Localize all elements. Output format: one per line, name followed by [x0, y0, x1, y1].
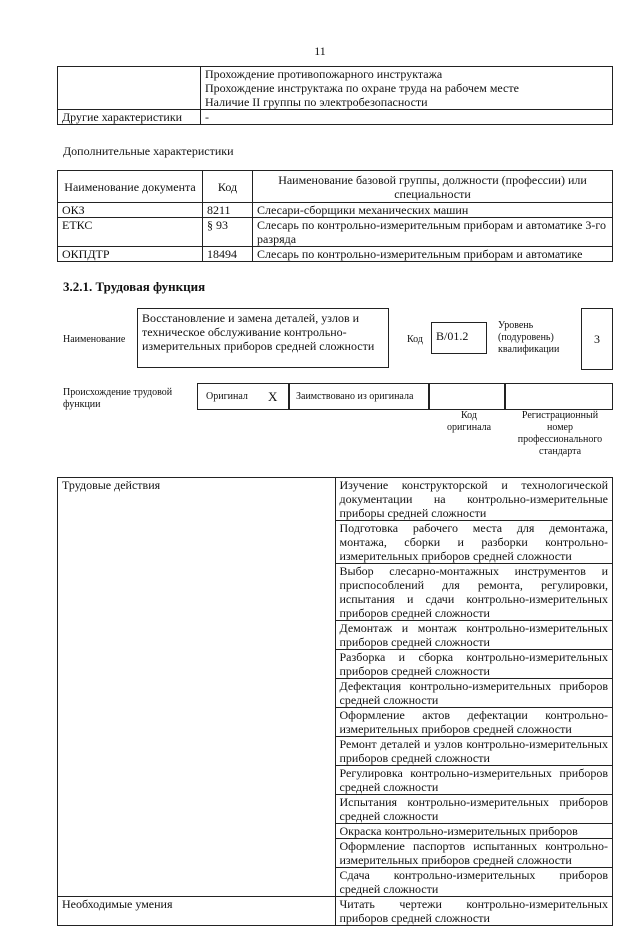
level-label: Уровень (подуровень) квалификации: [498, 320, 560, 355]
level-value: 3: [581, 308, 613, 370]
original-box: [197, 383, 289, 410]
cell: ЕТКС: [58, 218, 203, 247]
action-item: Испытания контрольно-измерительных приборов средней сложности: [335, 795, 613, 824]
function-code: B/01.2: [431, 322, 487, 354]
additional-table: [57, 170, 613, 262]
requirement-line: Прохождение противопожарного инструктажа: [205, 67, 443, 81]
original-mark: X: [268, 389, 278, 404]
action-item: Демонтаж и монтаж контрольно-измерительных приборов средней сложности: [335, 621, 613, 650]
header-row: [58, 171, 613, 203]
page-number: 11: [314, 44, 326, 58]
requirement-line: Прохождение инструктажа по охране труда на рабочем месте: [205, 81, 519, 95]
name-label: Наименование: [63, 334, 126, 345]
cell: ОКЗ: [58, 203, 203, 218]
origin-label: Происхождение трудовой функции: [63, 387, 173, 410]
code-orig-label: Код оригинала: [446, 410, 492, 433]
action-item: Ремонт деталей и узлов контрольно-измерительных приборов средней сложности: [335, 737, 613, 766]
action-item: Подготовка рабочего места для демонтажа, монтажа, сборки и разборки контрольно-измерительных приборов средней сложности: [335, 521, 613, 564]
row-label: [58, 67, 201, 110]
action-item: Оформление паспортов испытанных контрольно-измерительных приборов средней сложности: [335, 839, 613, 868]
code-orig-box: [429, 383, 505, 410]
cell: Слесарь по контрольно-измерительным приборам и автоматике: [253, 247, 613, 262]
skill-item: Читать чертежи контрольно-измерительных приборов средней сложности: [335, 897, 613, 926]
col-header: Наименование документа: [58, 171, 203, 203]
additional-title: Дополнительные характеристики: [63, 144, 234, 158]
actions-label: Трудовые действия: [58, 478, 336, 897]
table-row: [58, 247, 613, 262]
action-item: Выбор слесарно-монтажных инструментов и приспособлений для ремонта, регулировки, испытания и сдачи контрольно-измерительных приборов средней сложности: [335, 564, 613, 621]
action-item: Дефектация контрольно-измерительных приборов средней сложности: [335, 679, 613, 708]
action-item: Окраска контрольно-измерительных приборов: [335, 824, 613, 839]
row-value: -: [201, 110, 613, 125]
table-row: [58, 110, 613, 125]
action-item: Регулировка контрольно-измерительных приборов средней сложности: [335, 766, 613, 795]
skills-label: Необходимые умения: [58, 897, 336, 926]
table-row: [58, 478, 613, 521]
original-label: Оригинал: [206, 391, 248, 402]
function-name: Восстановление и замена деталей, узлов и техническое обслуживание контрольно-измерительных приборов средней сложности: [137, 308, 389, 368]
table-row: [58, 218, 613, 247]
row-label: Другие характеристики: [58, 110, 201, 125]
cell: 18494: [203, 247, 253, 262]
borrowed-box: [289, 383, 429, 410]
table-row: [58, 897, 613, 926]
action-item: Изучение конструкторской и технологической документации на контрольно-измерительные приборы средней сложности: [335, 478, 613, 521]
reg-num-label: Регистрационный номер профессионального стандарта: [517, 410, 603, 457]
section-title: 3.2.1. Трудовая функция: [63, 279, 206, 294]
requirements-table: [57, 66, 613, 125]
table-row: [58, 67, 613, 110]
action-item: Разборка и сборка контрольно-измерительных приборов средней сложности: [335, 650, 613, 679]
actions-table: [57, 477, 613, 926]
code-label: Код: [407, 334, 423, 345]
requirement-line: Наличие II группы по электробезопасности: [205, 95, 428, 109]
cell: Слесарь по контрольно-измерительным приборам и автоматике 3-го разряда: [253, 218, 613, 247]
borrowed-label: Заимствовано из оригинала: [296, 391, 414, 402]
cell: § 93: [203, 218, 253, 247]
col-header: Код: [203, 171, 253, 203]
action-item: Оформление актов дефектации контрольно-измерительных приборов средней сложности: [335, 708, 613, 737]
table-row: [58, 203, 613, 218]
cell: Слесари-сборщики механических машин: [253, 203, 613, 218]
cell: 8211: [203, 203, 253, 218]
reg-num-box: [505, 383, 613, 410]
col-header: Наименование базовой группы, должности (профессии) или специальности: [253, 171, 613, 203]
cell: ОКПДТР: [58, 247, 203, 262]
action-item: Сдача контрольно-измерительных приборов средней сложности: [335, 868, 613, 897]
